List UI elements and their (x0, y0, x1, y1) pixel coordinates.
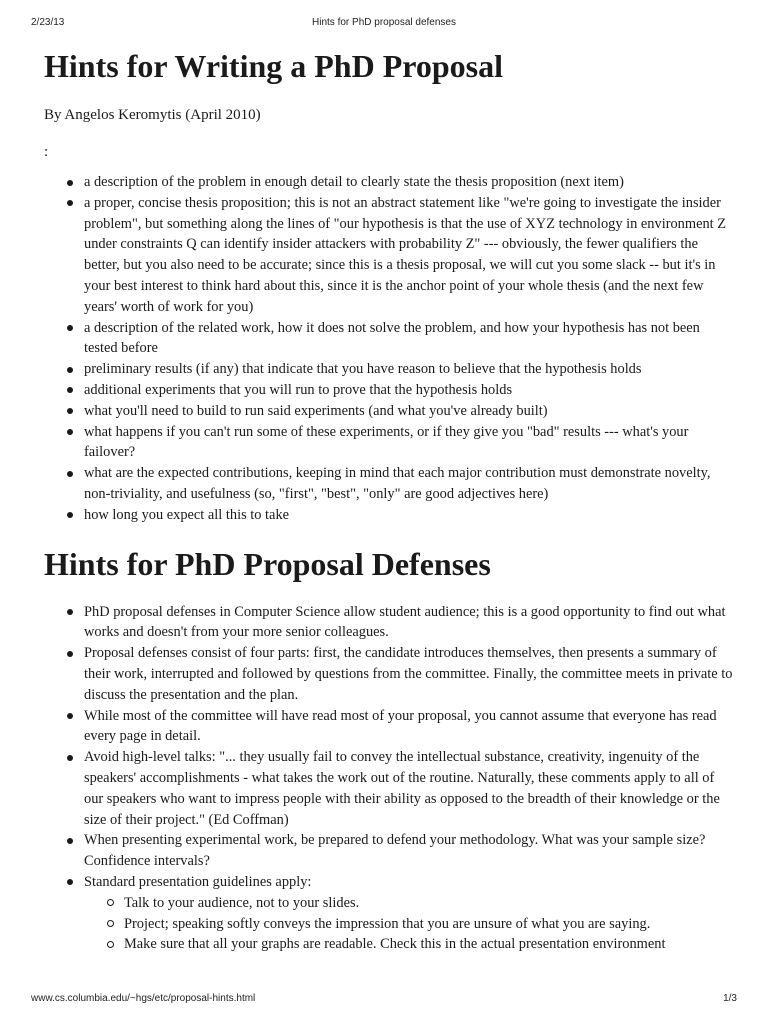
sub-list-item: Project; speaking softly conveys the impression that you are unsure of what you are saying. (84, 914, 734, 935)
list-item: Proposal defenses consist of four parts: first, the candidate introduces themselves, then presents a summary of their work, interrupted and followed by questions from the committee. Finally, the committee meets in private to discuss the presentation and the plan. (44, 643, 734, 705)
list-item: While most of the committee will have read most of your proposal, you cannot assume that everyone has read every page in detail. (44, 706, 734, 748)
heading-proposal-defenses: Hints for PhD Proposal Defenses (44, 545, 491, 582)
print-header (31, 17, 737, 31)
document-body (44, 46, 734, 955)
list-item: PhD proposal defenses in Computer Science allow student audience; this is a good opportunity to find out what works and doesn't from your more senior colleagues. (44, 602, 734, 644)
list-item-text: Standard presentation guidelines apply: (84, 873, 312, 890)
list-item: how long you expect all this to take (44, 505, 734, 526)
page-number: 1/3 (723, 993, 737, 1004)
proposal-contents-list (44, 172, 734, 526)
print-date: 2/23/13 (31, 17, 65, 28)
list-item: what are the expected contributions, keeping in mind that each major contribution must demonstrate novelty, non-triviality, and usefulness (so, "first", "best", "only" are good adjectives here) (44, 463, 734, 505)
list-item: what happens if you can't run some of these experiments, or if they give you "bad" results --- what's your failover? (44, 422, 734, 464)
list-item: Avoid high-level talks: "... they usually fail to convey the intellectual substance, creativity, ingenuity of the speakers' accomplishments - what takes the work out of the routine. Naturally, these comments apply to all of our speakers who want to impress people with their ability as opposed to the breadth of their knowledge or the size of their project." (Ed Coffman) (44, 747, 734, 830)
list-item: a description of the related work, how it does not solve the problem, and how your hypothesis has not been tested before (44, 318, 734, 360)
intro-colon: : (44, 144, 49, 160)
sub-list-item: Talk to your audience, not to your slides. (84, 893, 734, 914)
page-url: www.cs.columbia.edu/~hgs/etc/proposal-hints.html (31, 993, 256, 1004)
sub-list-item: Make sure that all your graphs are readable. Check this in the actual presentation environment (84, 934, 734, 955)
list-item: a proper, concise thesis proposition; this is not an abstract statement like "we're going to investigate the insider problem", but something along the lines of "our hypothesis is that the use of XYZ technology in environment Z under constraints Q can identify insider attackers with probability Z" --- obviously, the fewer qualifiers the better, but you also need to be accurate; since this is a thesis proposal, we will cut you some slack -- but it's in your best interest to think hard about this, since it is the anchor point of your whole thesis (and the next few years' worth of work for you) (44, 193, 734, 318)
list-item: When presenting experimental work, be prepared to defend your methodology. What was your sample size? Confidence intervals? (44, 830, 734, 872)
print-title: Hints for PhD proposal defenses (312, 17, 456, 28)
print-footer (31, 993, 737, 1007)
heading-writing-proposal: Hints for Writing a PhD Proposal (44, 48, 504, 84)
list-item-with-sublist (44, 872, 734, 955)
list-item: what you'll need to build to run said experiments (and what you've already built) (44, 401, 734, 422)
byline: By Angelos Keromytis (April 2010) (44, 107, 261, 123)
list-item: a description of the problem in enough detail to clearly state the thesis proposition (next item) (44, 172, 734, 193)
defense-hints-list (44, 602, 734, 956)
presentation-guidelines-list (84, 893, 734, 955)
list-item: preliminary results (if any) that indicate that you have reason to believe that the hypothesis holds (44, 359, 734, 380)
list-item: additional experiments that you will run to prove that the hypothesis holds (44, 380, 734, 401)
